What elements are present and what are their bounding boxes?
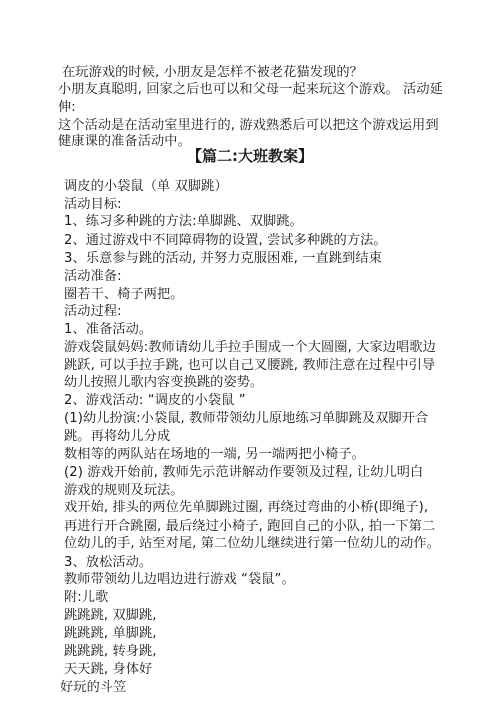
text-line: 戏开始, 排头的两位先单脚跳过圈, 再绕过弯曲的小桥(即绳子), bbox=[64, 500, 429, 515]
text-line: (1)幼儿扮演:小袋鼠, 教师带领幼儿原地练习单脚跳及双脚开合 bbox=[64, 411, 429, 426]
text-line: 游戏的规则及玩法。 bbox=[64, 483, 184, 498]
text-line: 好玩的斗笠 bbox=[60, 680, 127, 695]
text-line: 教师带领幼儿边唱边进行游戏 “袋鼠”。 bbox=[64, 572, 295, 587]
text-line: 1、练习多种跳的方法:单脚跳、双脚跳。 bbox=[64, 214, 303, 229]
text-line: 再进行开合跳圈, 最后绕过小椅子, 跑回自己的小队, 拍一下第二 bbox=[64, 519, 436, 534]
text-line: 伸: bbox=[58, 100, 76, 115]
text-line: 2、通过游戏中不同障碍物的设置, 尝试多种跳的方法。 bbox=[64, 233, 387, 248]
text-line: 位幼儿的手, 站至对尾, 第二位幼儿继续进行第一位幼儿的动作。 bbox=[64, 536, 440, 551]
text-line: 数相等的两队站在场地的一端, 另一端两把小椅子。 bbox=[64, 447, 365, 462]
text-line: 跳跳跳, 双脚跳, bbox=[64, 608, 157, 623]
text-line: 圈若干、椅子两把。 bbox=[64, 287, 184, 302]
text-line: 3、乐意参与跳的活动, 并努力克服困难, 一直跳到结束 bbox=[64, 251, 382, 266]
text-line: 游戏袋鼠妈妈:教师请幼儿手拉手围成一个大圆圈, 大家边唱歌边 bbox=[64, 340, 436, 355]
text-line: 活动目标: bbox=[64, 197, 122, 212]
text-line: 2、游戏活动: “调皮的小袋鼠 ” bbox=[64, 393, 246, 408]
text-line: 1、准备活动。 bbox=[64, 322, 153, 337]
text-line: 调皮的小袋鼠（单 双脚跳） bbox=[64, 179, 228, 194]
text-line: 在玩游戏的时候, 小朋友是怎样不被老花猫发现的？ bbox=[62, 65, 363, 80]
text-line: 跳跳跳, 转身跳, bbox=[64, 644, 157, 659]
text-line: 这个活动是在活动室里进行的, 游戏熟悉后可以把这个游戏运用到 bbox=[58, 118, 439, 133]
text-line: 天天跳, 身体好 bbox=[64, 662, 153, 677]
text-line: (2) 游戏开始前, 教师先示范讲解动作要领及过程, 让幼儿明白 bbox=[64, 465, 424, 480]
text-line: 跳跃, 可以手拉手跳, 也可以自己叉腰跳, 教师注意在过程中引导 bbox=[64, 358, 436, 373]
text-line: 附:儿歌 bbox=[64, 590, 109, 605]
text-line: 活动过程: bbox=[64, 304, 122, 319]
text-line: 健康课的准备活动中。 bbox=[58, 134, 191, 149]
text-line: 跳跳跳, 单脚跳, bbox=[64, 626, 157, 641]
text-line: 小朋友真聪明, 回家之后也可以和父母一起来玩这个游戏。 活动延 bbox=[58, 82, 443, 97]
text-line: 3、放松活动。 bbox=[64, 555, 153, 570]
section-heading: 【篇二:大班教案】 bbox=[187, 147, 313, 165]
text-line: 活动准备: bbox=[64, 269, 122, 284]
text-line: 幼儿按照儿歌内容变换跳的姿势。 bbox=[64, 375, 264, 390]
text-line: 跳。再将幼儿分成 bbox=[64, 429, 171, 444]
